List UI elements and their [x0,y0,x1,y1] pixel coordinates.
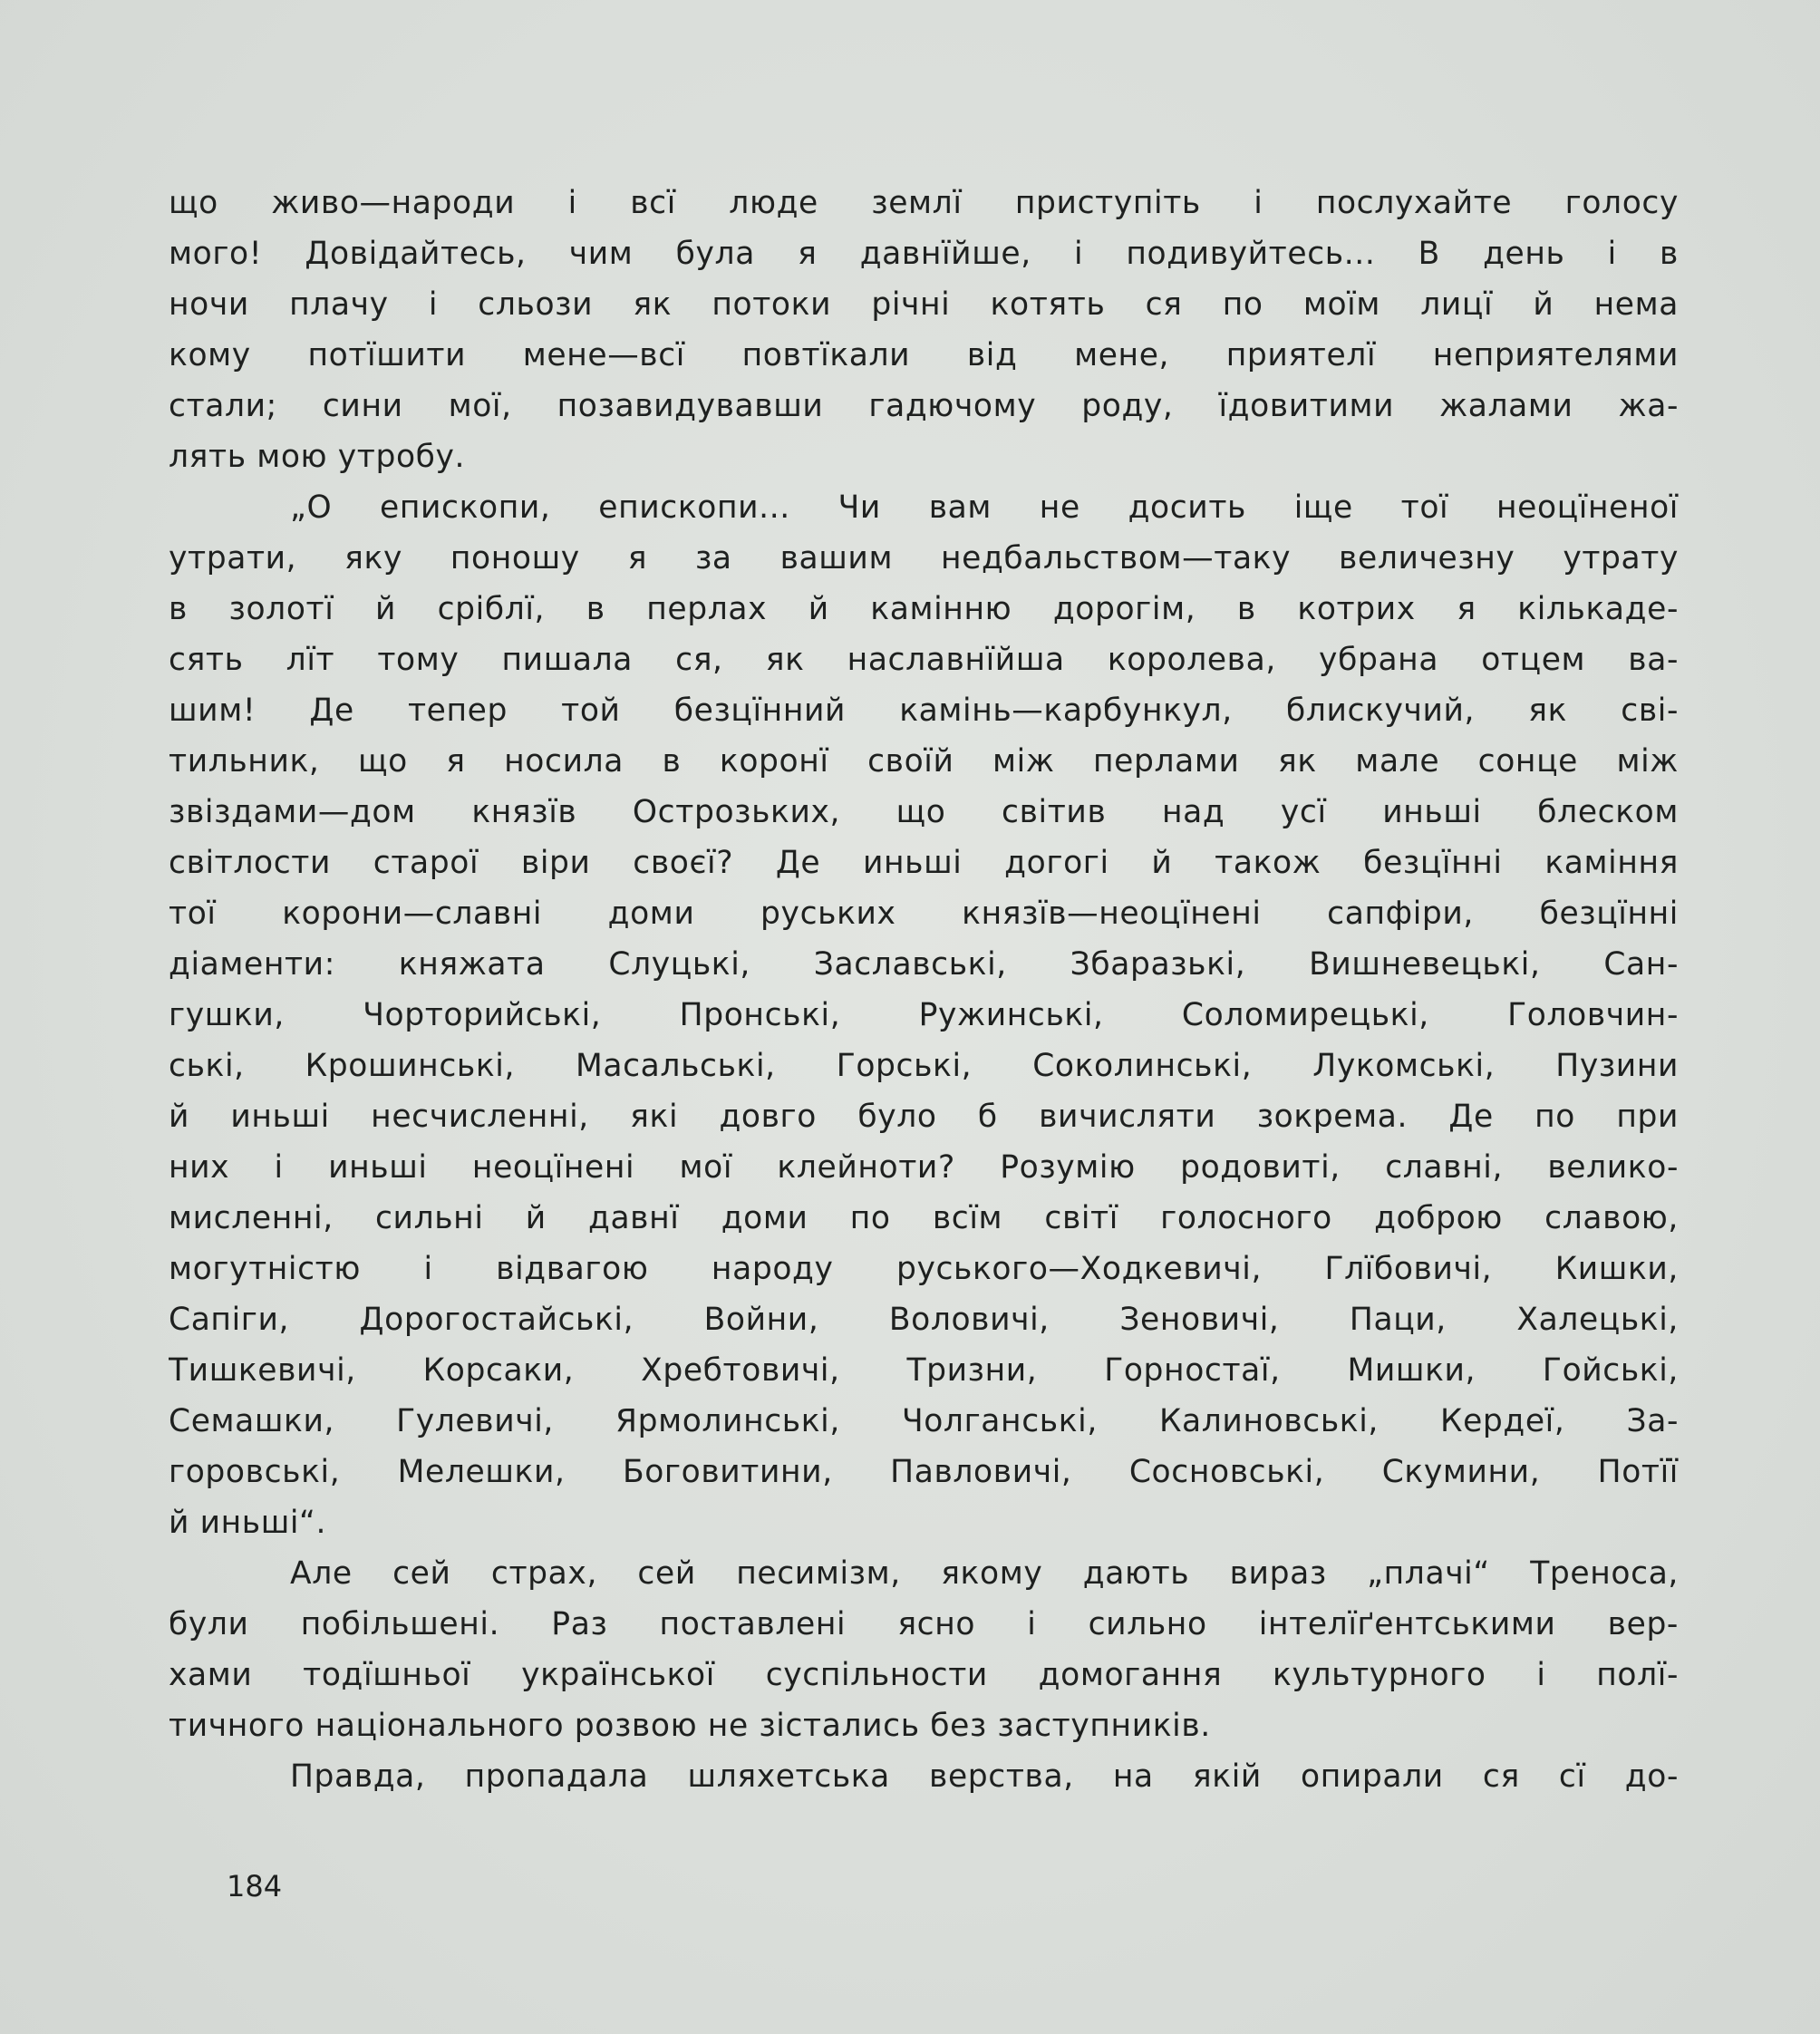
text-line: Правда, пропадала шляхетська верства, на якій опирали ся сї до- [290,1758,1679,1795]
text-line: Але сей страх, сей песимізм, якому дають вираз „плачі“ Треноса, [290,1555,1679,1592]
page-number: 184 [227,1869,283,1903]
text-line: сять лїт тому пишала ся, як наславнїйша королева, убрана отцем ва- [169,642,1679,678]
text-line: тичного національного розвою не зістались без заступників. [169,1708,1211,1744]
text-line: й иньші несчисленні, які довго було б вичисляти зокрема. Де по при [169,1099,1679,1135]
text-line: мисленні, сильні й давнї доми по всїм світї голосного доброю славою, [169,1200,1679,1236]
text-line: тильник, що я носила в коронї своїй між перлами як мале сонце між [169,743,1679,780]
text-line: були побільшені. Раз поставлені ясно і сильно інтелїґентськими вер- [169,1606,1679,1642]
text-line: утрати, яку поношу я за вашим недбальством—таку величезну утрату [169,540,1679,576]
text-line: них і иньші неоцїнені мої клейноти? Розумію родовиті, славні, велико- [169,1149,1679,1186]
text-line: кому потїшити мене—всї повтїкали від мене, приятелї неприятелями [169,337,1679,373]
text-line: в золотї й сріблї, в перлах й камінню дорогім, в котрих я кількаде- [169,591,1679,627]
text-line: Семашки, Гулевичі, Ярмолинські, Чолганські, Калиновські, Кердеї, За- [169,1403,1679,1439]
text-line: хами тодїшньої української суспільности домогання культурного і полї- [169,1657,1679,1693]
text-line: горовські, Мелешки, Боговитини, Павловичі, Сосновські, Скумини, Потїї [169,1454,1679,1490]
text-line: лять мою утробу. [169,439,466,475]
text-line: могутністю і відвагою народу руського—Ходкевичі, Глїбовичі, Кишки, [169,1251,1679,1287]
text-line: шим! Де тепер той безцїнний камінь—карбункул, блискучий, як сві- [169,693,1679,729]
text-line: звіздами—дом князїв Острозьких, що світив над усї иньші блеском [169,794,1679,830]
text-line: мого! Довідайтесь, чим була я давнїйше, і подивуйтесь... В день і в [169,236,1679,272]
text-line: й иньші“. [169,1505,327,1541]
text-line: що живо—народи і всї люде землї приступіть і послухайте голосу [169,185,1679,221]
text-line: тої корони—славні доми руських князїв—неоцїнені сапфіри, безцїнні [169,896,1679,932]
text-line: ночи плачу і сльози як потоки річні котять ся по моїм лицї й нема [169,286,1679,323]
text-line: гушки, Чорторийські, Пронські, Ружинські, Соломирецькі, Головчин- [169,997,1679,1033]
text-line: Тишкевичі, Корсаки, Хребтовичі, Тризни, Горностаї, Мишки, Гойські, [169,1352,1679,1389]
text-line: стали; сини мої, позавидувавши гадючому роду, їдовитими жалами жа- [169,388,1679,424]
text-line: світлости старої віри своєї? Де иньші догогі й також безцїнні каміння [169,845,1679,881]
text-line: ські, Крошинські, Масальські, Горські, Соколинські, Лукомські, Пузини [169,1048,1679,1084]
text-line: діаменти: княжата Слуцькі, Заславські, Збаразькі, Вишневецькі, Сан- [169,946,1679,983]
text-line: „О епископи, епископи... Чи вам не досить іще тої неоцїненої [290,489,1679,526]
text-line: Сапіги, Дорогостайські, Войни, Воловичі, Зеновичі, Паци, Халецькі, [169,1302,1679,1338]
body-text [169,178,1679,1802]
